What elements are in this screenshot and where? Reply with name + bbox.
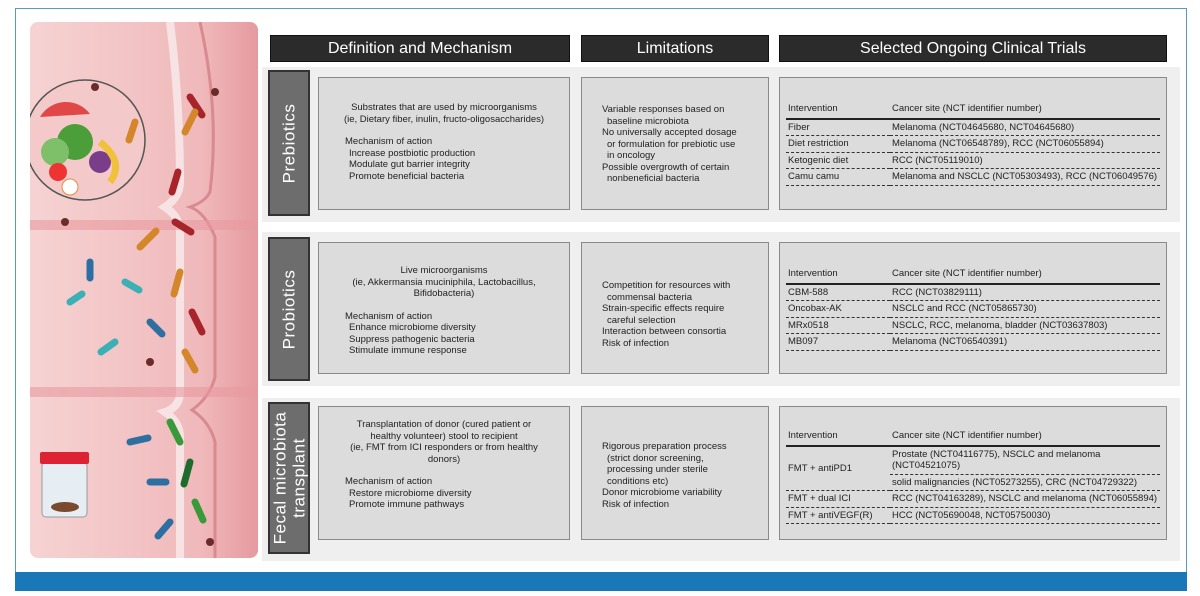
limitation-line: in oncology	[607, 150, 656, 161]
limitation-line: processing under sterile	[607, 464, 708, 475]
trial-site: Melanoma (NCT04645680, NCT04645680)	[890, 119, 1160, 136]
stool-jar-icon	[40, 452, 89, 517]
trial-intervention: FMT + antiPD1	[786, 446, 890, 491]
col-cancer-site: Cancer site (NCT identifier number)	[890, 100, 1160, 119]
limitation-line: baseline microbiota	[607, 115, 689, 127]
mechanism-title: Mechanism of action	[345, 310, 433, 322]
definition-line: healthy volunteer) stool to recipient	[370, 430, 518, 442]
table-row	[786, 446, 1160, 475]
mechanism-text: Promote beneficial bacteria	[349, 170, 465, 182]
row-label-text	[270, 412, 308, 545]
trial-site: Melanoma and NSCLC (NCT05303493), RCC (NCT06049576)	[890, 169, 1160, 186]
trial-intervention: Oncobax-AK	[786, 301, 890, 318]
limitation-line: Competition for resources with	[602, 280, 731, 291]
limitation-line: commensal bacteria	[607, 291, 693, 303]
definition-line: (ie, Dietary fiber, inulin, fructo-oligosaccharides)	[343, 113, 545, 125]
mechanism-text: Stimulate immune response	[349, 345, 467, 356]
limitation-item	[582, 499, 768, 511]
mechanism-title: Mechanism of action	[345, 476, 433, 487]
limitation-line: Strain-specific effects require	[602, 303, 725, 314]
limitation-line: Variable responses based on	[602, 104, 725, 115]
limitation-item	[582, 127, 768, 162]
row-label-text: Probiotics	[279, 269, 299, 349]
limitation-item	[582, 326, 768, 338]
trial-site: Prostate (NCT04116775), NSCLC and melanoma (NCT04521075)	[890, 446, 1160, 475]
trials-table	[786, 427, 1160, 524]
trials-table	[786, 100, 1160, 186]
trial-site: NSCLC and RCC (NCT05865730)	[890, 301, 1160, 318]
mechanism-item	[319, 499, 569, 511]
mechanism-text: Modulate gut barrier integrity	[349, 159, 470, 170]
definition-line: Substrates that are used by microorganisms	[351, 102, 537, 113]
limitation-line: No universally accepted dosage	[602, 127, 737, 138]
limitation-item	[582, 162, 768, 185]
trial-site: HCC (NCT05690048, NCT05750030)	[890, 507, 1160, 524]
row-label-2	[268, 402, 310, 554]
limitation-item	[582, 104, 768, 127]
trials-header-row	[786, 100, 1160, 119]
gut-illustration	[30, 22, 258, 558]
row-label-0	[268, 70, 310, 216]
row-label-text: Prebiotics	[279, 103, 299, 183]
trial-intervention: Fiber	[786, 119, 890, 136]
mechanism-text: Increase postbiotic production	[349, 147, 476, 159]
limitation-line: Donor microbiome variability	[602, 487, 722, 498]
row-label-line: transplant	[289, 438, 308, 518]
trial-intervention: Camu camu	[786, 169, 890, 186]
trial-site: Melanoma (NCT06548789), RCC (NCT06055894)	[890, 136, 1160, 153]
trial-intervention: MRx0518	[786, 317, 890, 334]
row-label-line: Fecal microbiota	[270, 411, 289, 545]
definition-line: donors)	[427, 453, 461, 465]
limitation-item	[582, 487, 768, 499]
definition-line: (ie, FMT from ICI responders or from healthy	[350, 442, 538, 453]
limitation-line: Interaction between consortia	[602, 326, 727, 337]
col-cancer-site: Cancer site (NCT identifier number)	[890, 265, 1160, 284]
mechanism-item	[319, 488, 569, 500]
table-row	[786, 152, 1160, 169]
table-row	[786, 317, 1160, 334]
mechanism-item	[319, 159, 569, 171]
mechanism-text: Restore microbiome diversity	[349, 487, 472, 499]
trials-header-row	[786, 427, 1160, 446]
table-row	[786, 136, 1160, 153]
limitation-item	[582, 280, 768, 303]
limitation-line: or formulation for prebiotic use	[607, 138, 736, 150]
definition-line: Bifidobacteria)	[413, 288, 475, 299]
header-limitations: Limitations	[581, 35, 769, 62]
limitation-item	[582, 441, 768, 487]
limitation-line: conditions etc)	[607, 475, 669, 487]
limitation-item	[582, 338, 768, 350]
table-row	[786, 169, 1160, 186]
mechanism-title: Mechanism of action	[345, 136, 433, 147]
header-definition: Definition and Mechanism	[270, 35, 570, 62]
mechanism-item	[319, 334, 569, 346]
limitation-line: Rigorous preparation process	[602, 441, 727, 452]
definition-line: Live microorganisms	[400, 265, 488, 276]
trial-intervention: FMT + antiVEGF(R)	[786, 507, 890, 524]
trial-site: RCC (NCT03829111)	[890, 284, 1160, 301]
table-row	[786, 301, 1160, 318]
limitations-box	[581, 77, 769, 210]
definition-box	[318, 406, 570, 540]
trials-box	[779, 77, 1167, 210]
trial-intervention: Diet restriction	[786, 136, 890, 153]
limitation-item	[582, 303, 768, 326]
trial-intervention: CBM-588	[786, 284, 890, 301]
trials-box	[779, 242, 1167, 374]
trial-site: RCC (NCT04163289), NSCLC and melanoma (NCT06055894)	[890, 491, 1160, 508]
limitation-line: nonbeneficial bacteria	[607, 173, 700, 184]
row-label-1	[268, 237, 310, 381]
definition-line: Transplantation of donor (cured patient or	[356, 419, 532, 430]
mechanism-text: Promote immune pathways	[349, 499, 465, 510]
limitation-line: Risk of infection	[602, 337, 670, 349]
trials-header-row	[786, 265, 1160, 284]
table-row	[786, 507, 1160, 524]
col-intervention: Intervention	[786, 427, 890, 446]
col-intervention: Intervention	[786, 265, 890, 284]
header-trials: Selected Ongoing Clinical Trials	[779, 35, 1167, 62]
trial-intervention: MB097	[786, 334, 890, 351]
mechanism-item	[319, 322, 569, 334]
table-row	[786, 334, 1160, 351]
limitation-line: careful selection	[607, 314, 676, 326]
limitation-line: (strict donor screening,	[607, 452, 704, 464]
trials-box	[779, 406, 1167, 540]
trial-site: NSCLC, RCC, melanoma, bladder (NCT03637803)	[890, 317, 1160, 334]
mechanism-text: Suppress pathogenic bacteria	[349, 333, 475, 345]
trial-intervention: FMT + dual ICI	[786, 491, 890, 508]
trial-site: solid malignancies (NCT05273255), CRC (NCT04729322)	[890, 474, 1160, 491]
trials-table	[786, 265, 1160, 351]
trial-intervention: Ketogenic diet	[786, 152, 890, 169]
limitation-line: Risk of infection	[602, 498, 670, 510]
mechanism-item	[319, 148, 569, 160]
mechanism-item	[319, 345, 569, 357]
trial-site: RCC (NCT05119010)	[890, 152, 1160, 169]
definition-box	[318, 242, 570, 374]
trial-site: Melanoma (NCT06540391)	[890, 334, 1160, 351]
mechanism-item	[319, 171, 569, 183]
table-row	[786, 284, 1160, 301]
limitations-box	[581, 406, 769, 540]
table-row	[786, 491, 1160, 508]
table-row	[786, 119, 1160, 136]
definition-box	[318, 77, 570, 210]
mechanism-text: Enhance microbiome diversity	[349, 322, 476, 333]
definition-line: (ie, Akkermansia muciniphila, Lactobacillus,	[352, 276, 536, 288]
footer-bar	[15, 572, 1187, 591]
limitations-box	[581, 242, 769, 374]
col-intervention: Intervention	[786, 100, 890, 119]
col-cancer-site: Cancer site (NCT identifier number)	[890, 427, 1160, 446]
limitation-line: Possible overgrowth of certain	[602, 161, 730, 173]
